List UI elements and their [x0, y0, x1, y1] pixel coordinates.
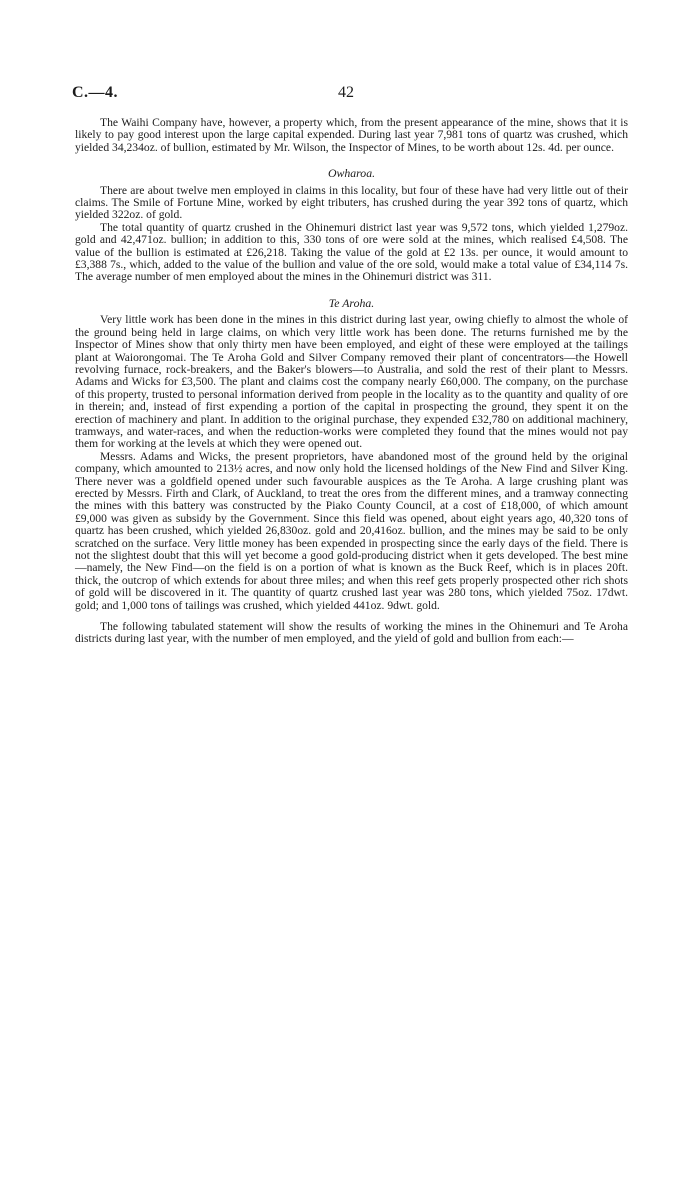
te-aroha-paragraph-2: Messrs. Adams and Wicks, the present proprietors, have abandoned most of the ground held by the original company, which amounted to 213½ acres, and now only hold the licensed holdings of the New Find and Silver King. There never was a goldfield opened under such favourable auspices as the Te Aroha. A large crushing plant was erected by Messrs. Firth and Clark, of Auckland, to treat the ores from the different mines, and a tramway connecting the mines with this battery was constructed by the Piako County Council, at a cost of £18,000, of which amount £9,000 was given as subsidy by the Government. Since this field was opened, about eight years ago, 40,320 tons of quartz has been crushed, which yielded 26,830oz. gold and 20,416oz. bullion, and the mines may be said to be only scratched on the surface. Very little money has been expended in prospecting since the early days of the field. There is not the slightest doubt that this will yet become a good gold-producing district when it gets developed. The best mine—namely, the New Find—on the field is on a portion of what is known as the Buck Reef, which is in places 20ft. thick, the outcrop of which extends for about three miles; and when this reef gets properly prospected other rich shots of gold will be discovered in it. The quantity of quartz crushed last year was 280 tons, which yielded 75oz. 17dwt. gold; and 1,000 tons of tailings was crushed, which yielded 441oz. 9dwt. gold. [75, 449, 628, 612]
te-aroha-paragraph-1: Very little work has been done in the mines in this district during last year, owing chiefly to almost the whole of the ground being held in large claims, on which very little work has been done. The returns furnished me by the Inspector of Mines show that only thirty men have been employed, and eight of these were employed at the tailings plant at Waiorongomai. The Te Aroha Gold and Silver Company removed their plant of concentrators—the Howell revolving furnace, rock-breakers, and the Baker's blowers—to Australia, and sold the rest of their plant to Messrs. Adams and Wicks for £3,500. The plant and claims cost the company nearly £60,000. The company, on the purchase of this property, trusted to personal information derived from people in the locality as to the quantity and quality of ore in therein; and, instead of first expending a portion of the capital in prospecting the ground, they spent it on the erection of machinery and plant. In addition to the original purchase, they expended £32,780 on additional machinery, tramways, and water-races, and when the reduction-works were completed they found that the mines would not pay them for working at the levels at which they were opened out. [75, 313, 628, 451]
section-heading-te-aroha: Te Aroha. [328, 295, 375, 310]
document-reference: C.—4. [72, 84, 119, 101]
section-heading-owharoa: Owharoa. [327, 166, 376, 181]
intro-paragraph: The Waihi Company have, however, a property which, from the present appearance of the mine, shows that it is likely to pay good interest upon the large capital expended. During last year 7,981 tons of quartz was crushed, which yielded 34,234oz. of bullion, estimated by Mr. Wilson, the Inspector of Mines, to be worth about 12s. 4d. per ounce. [75, 116, 628, 154]
owharoa-paragraph-2: The total quantity of quartz crushed in the Ohinemuri district last year was 9,572 tons, which yielded 1,279oz. gold and 42,471oz. bullion; in addition to this, 330 tons of ore were sold at the mines, which realised £4,508. The value of the bullion is estimated at £26,218. Taking the value of the gold at £2 13s. per ounce, it would amount to £3,388 7s., which, added to the value of the bullion and value of the ore sold, would make a total value of £34,114 7s. The average number of men employed about the mines in the Ohinemuri district was 311. [75, 220, 628, 284]
te-aroha-paragraph-3: The following tabulated statement will show the results of working the mines in the Ohinemuri and Te Aroha districts during last year, with the number of men employed, and the yield of gold and bullion from each:— [75, 620, 628, 646]
page-number: 42 [338, 84, 354, 101]
body-text [75, 117, 628, 646]
owharoa-paragraph-1: There are about twelve men employed in claims in this locality, but four of these have had very little out of their claims. The Smile of Fortune Mine, worked by eight tributers, has crushed during the year 392 tons of quartz, which yielded 322oz. of gold. [75, 183, 628, 222]
